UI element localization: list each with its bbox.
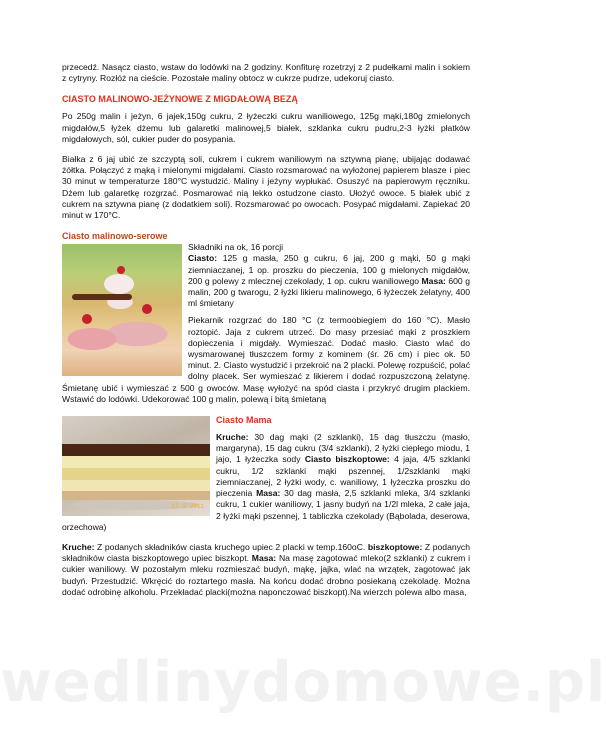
recipe-title-malinowo-jezynowe: CIASTO MALINOWO-JEŻYNOWE Z MIGDAŁOWĄ BEZĄ: [62, 94, 298, 105]
method-biszkoptowe-label: biszkoptowe:: [367, 541, 423, 552]
method-masa-label: Masa:: [251, 553, 277, 564]
method-masa-text: Na masę zagotować mleko(2 szklanki) z cukrem i cukier waniliowy. W pozostałym mleku rozmieszać budyń, mąkę, jajka, wlać na wrzątek, zagotować jak budyń. Przestudzić. Wkręcić do roztartego masła. Na końcu dodać drobno posiekaną czekoladę. Można dodać odrobinę alkoholu. Przekładać placki(można naponczować biszkopt).Na wierzch polewa albo masa,: [62, 553, 471, 597]
document-page: [62, 62, 470, 598]
ciasto-text: 125 g masła, 250 g cukru, 6 jaj, 200 g mąki, 50 g mąki ziemniaczanej, 1 op. proszku do pieczenia, 100 g mielonych migdałów, 200 g polewy z mlecznej czekolady, 1 op. cukru waniliowego: [188, 253, 470, 286]
recipe-title-malinowo-serowe: Ciasto malinowo-serowe: [62, 231, 168, 242]
recipe2-method: Piekarnik rozgrzać do 180 °C (z termoobiegiem do 160 °C). Masło roztopić. Jaja z cukrem utrzeć. Do masy przesiać mąki z proszkiem dopieczenia i migdały. Wymieszać. Dodać masło. Ciasto wlać do wysmarowanej tłuszczem formy z kominem (śr. 26 cm) i piec ok. 50 minut. 2. Ciasto wystudzić i przekroić na 2 placki. Polewę rozpuścić, polać dolny placek. Ser wymieszać z likierem i dodać rozpuszczoną żelatynę. Śmietanę ubić i wymieszać z 500 g owoców. Masę wyłożyć na spód ciasta i przykryć drugim plackiem. Wstawić do lodówki. Udekorować 100 g malin, polewą i bitą śmietaną: [62, 315, 470, 404]
ciasto-label: Ciasto:: [188, 253, 218, 264]
masa-text-mama: 30 dag masła, 2,5 szklanki mleka, 3/4 szklanki cukru, 1 cukier waniliowy, 1 jasny budyń na 1/2l mleka, 2 całe jaja, 2 łyżki mąki pszennej, 1 tabliczka czekolady (Bąbolada, deserowa, orzechowa): [62, 488, 470, 532]
kruche-label: Kruche:: [216, 432, 249, 443]
watermark: wedlinydomowe.pl: [0, 650, 606, 715]
biszkoptowe-label: Ciasto biszkoptowe:: [304, 454, 390, 465]
intro-paragraph: przecedź. Nasącz ciasto, wstaw do lodówki na 2 godziny. Konfiturę rozetrzyj z 2 pudełkami malin i sokiem z cytryny. Rozłóż na cieście. Pozostałe maliny obtocz w cukrze pudrze, udekoruj ciasto.: [62, 62, 470, 84]
kruche-text: 30 dag mąki (2 szklanki), 15 dag tłuszczu (masło, margaryna), 15 dag cukru (3/4 szklanki), 2 łyżki ciepłego miodu, 1 jajo, 1 łyżeczka sody: [216, 432, 470, 465]
masa-text: 600 g malin, 200 g twarogu, 2 łyżki likieru malinowego, 6 łyżeczek żelatyny, 400 ml śmietany: [188, 275, 470, 309]
method-paragraph: Białka z 6 jaj ubić ze szczyptą soli, cukrem i cukrem waniliowym na sztywną pianę, ubijając dodawać żółtka. Połączyć z mąką i mielonymi migdałami. Ciasto rozsmarować na wyłożonej papierem blasze i piec 30 minut w temperaturze 180°C wystudzić. Maliny i jeżyny wypłukać. Osuszyć na papierowym ręczniku. Dżem lub galaretkę rozgrzać. Posmarować nią lekko ostudzone ciasto. Ułożyć owoce. 5 białek ubić z cukrem na sztywna pianę (z dodatkiem soli). Rozsmarować po owocach. Posypać migdałami. Zapiekać 20 minut w 170°C.: [62, 154, 470, 221]
recipe3-method: [62, 542, 470, 598]
method-kruche-text: Z podanych składników ciasta kruchego upiec 2 placki w temp.160oC.: [94, 541, 368, 552]
cake-photo-mama: [62, 416, 210, 516]
masa-label: Masa:: [421, 275, 446, 286]
recipe-title-ciasto-mama: Ciasto Mama: [216, 415, 272, 426]
method-biszkoptowe-text: Z podanych składników ciasta biszkoptowego upiec biszkopt.: [62, 541, 471, 564]
biszkoptowe-text: 4 jaja, 4/5 szklanki cukru, 1/2 szklanki mąki pszennej, 1/2szklanki mąki ziemniaczanej, 2 łyżki wody, c. waniliowy, 1 łyżeczka proszku do pieczenia: [216, 454, 471, 499]
method-kruche-label: Kruche:: [62, 541, 95, 552]
ingredients-paragraph: Po 250g malin i jeżyn, 6 jajek,150g cukru, 2 łyżeczki cukru waniliowego, 125g mąki,180g zmielonych migdałów,5 łyżek dżemu lub galaretki malinowej,5 białek, szklanka cukru pudru,2-3 łyżki płatków migdałowych, sól, cukier puder do posypania.: [62, 111, 470, 144]
masa-label-mama: Masa:: [256, 488, 281, 499]
cake-photo-malinowo-serowe: [62, 244, 182, 376]
photo-date-stamp: 17 3 2011: [171, 503, 204, 511]
servings-text: Składniki na ok, 16 porcji: [188, 242, 284, 253]
